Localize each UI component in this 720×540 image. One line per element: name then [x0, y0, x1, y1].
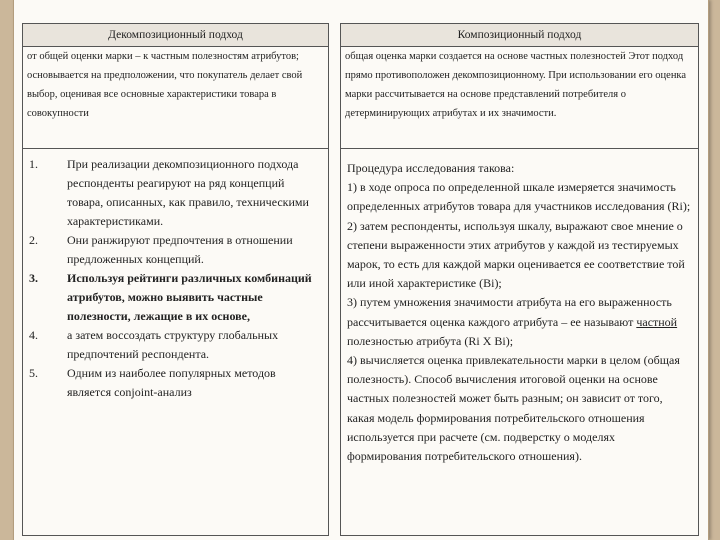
step-4: 4) вычисляется оценка привлекательности марки в целом (общая полезность). Способ вычисления итоговой оценки на основе частных полезностей может быть разным; он зависит от того, какая модель формирования потребительского отношения используется при расчете (см. подверстку о моделях формирования потребительского отношения).	[347, 353, 680, 464]
left-definition: от общей оценки марки – к частным полезностям атрибутов; основывается на предположении, что покупатель делает свой выбор, оценивая все основные характеристики товара в совокупности	[23, 47, 329, 149]
list-item: 2. Они ранжируют предпочтения в отношении предложенных концепций.	[29, 233, 293, 266]
left-steps-list	[23, 155, 328, 402]
step-2: 2) затем респонденты, используя шкалу, выражают свое мнение о степени выраженности этих атрибутов у каждой из тестируемых марок, то есть для каждой марки оценивается ее соответствие той или иной характеристике (Bi);	[347, 218, 685, 291]
right-steps-text	[341, 149, 698, 466]
list-item: 4. а затем воссоздать структуру глобальных предпочтений респондента.	[29, 328, 279, 361]
step-1: 1) в ходе опроса по определенной шкале измеряется значимость определенных атрибутов товара для участников исследования (Ri);	[347, 180, 691, 214]
list-item: 3. Используя рейтинги различных комбинаций атрибутов, можно выявить частные полезности, лежащие в их основе,	[29, 271, 312, 323]
left-header: Декомпозиционный подход	[23, 24, 329, 47]
left-steps-cell	[23, 149, 329, 536]
right-steps-cell	[341, 149, 699, 536]
list-item: 5. Одним из наиболее популярных методов является conjoint-анализ	[29, 366, 276, 399]
step-3: 3) путем умножения значимости атрибута на его выраженность рассчитывается оценка каждого атрибута – ее называют частной полезностью атрибута (Ri X Bi);	[347, 295, 678, 348]
list-item: 1. При реализации декомпозиционного подхода респонденты реагируют на ряд концепций товара, описанных, как правило, техническими характеристиками.	[29, 157, 309, 228]
comparison-table	[22, 23, 699, 536]
procedure-intro: Процедура исследования такова:	[347, 161, 515, 175]
right-definition: общая оценка марки создается на основе частных полезностей Этот подход прямо противоположен декомпозиционному. При использовании его оценка марки рассчитывается на основе представлений потребителя о детерминирующих атрибутах и их значимости.	[341, 47, 699, 149]
right-header: Композиционный подход	[341, 24, 699, 47]
